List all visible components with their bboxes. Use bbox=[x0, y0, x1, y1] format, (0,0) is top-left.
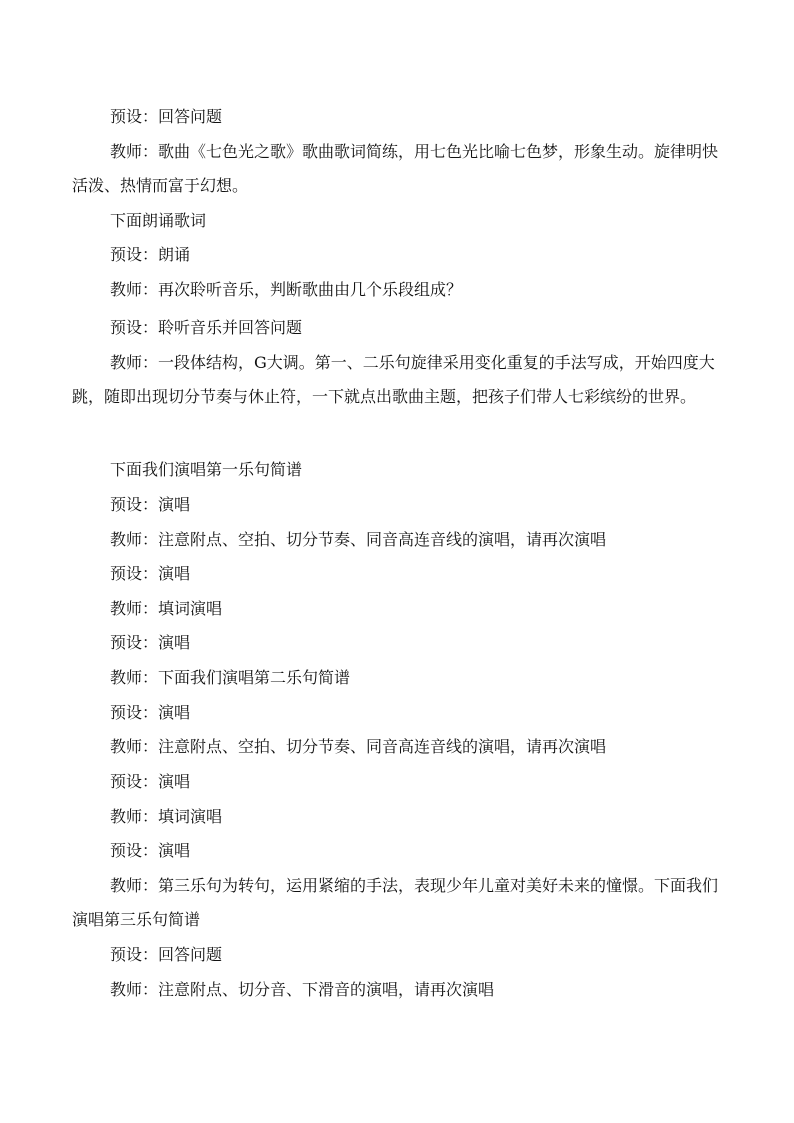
paragraph-9: 预设：演唱 bbox=[110, 495, 191, 514]
paragraph-12: 教师：填词演唱 bbox=[110, 599, 223, 618]
paragraph-21: 预设：回答问题 bbox=[110, 945, 223, 964]
paragraph-15: 预设：演唱 bbox=[110, 703, 191, 722]
paragraph-17: 预设：演唱 bbox=[110, 772, 191, 791]
paragraph-13: 预设：演唱 bbox=[110, 633, 191, 652]
paragraph-3: 下面朗诵歌词 bbox=[110, 211, 207, 230]
paragraph-18: 教师：填词演唱 bbox=[110, 807, 223, 826]
paragraph-6: 预设：聆听音乐并回答问题 bbox=[110, 318, 303, 337]
paragraph-8: 下面我们演唱第一乐句简谱 bbox=[110, 460, 303, 479]
paragraph-14: 教师：下面我们演唱第二乐句简谱 bbox=[110, 668, 351, 687]
paragraph-22: 教师：注意附点、切分音、下滑音的演唱，请再次演唱 bbox=[110, 980, 495, 999]
paragraph-5: 教师：再次聆听音乐，判断歌曲由几个乐段组成？ bbox=[110, 280, 463, 299]
paragraph-2: 教师：歌曲《七色光之歌》歌曲歌词简练，用七色光比喻七色梦，形象生动。旋律明快活泼、热情而富于幻想。 bbox=[72, 142, 719, 195]
paragraph-20: 教师：第三乐句为转句，运用紧缩的手法，表现少年儿童对美好未来的憧憬。下面我们演唱第三乐句简谱 bbox=[72, 876, 719, 929]
paragraph-19: 预设：演唱 bbox=[110, 841, 191, 860]
paragraph-11: 预设：演唱 bbox=[110, 564, 191, 583]
paragraph-4: 预设：朗诵 bbox=[110, 245, 191, 264]
paragraph-16: 教师：注意附点、空拍、切分节奏、同音高连音线的演唱，请再次演唱 bbox=[110, 737, 607, 756]
paragraph-10: 教师：注意附点、空拍、切分节奏、同音高连音线的演唱，请再次演唱 bbox=[110, 530, 607, 549]
paragraph-1: 预设：回答问题 bbox=[110, 107, 223, 126]
paragraph-7: 教师：一段体结构，G大调。第一、二乐句旋律采用变化重复的手法写成，开始四度大跳，随即出现切分节奏与休止符，一下就点出歌曲主题，把孩子们带人七彩缤纷的世界。 bbox=[72, 353, 715, 406]
